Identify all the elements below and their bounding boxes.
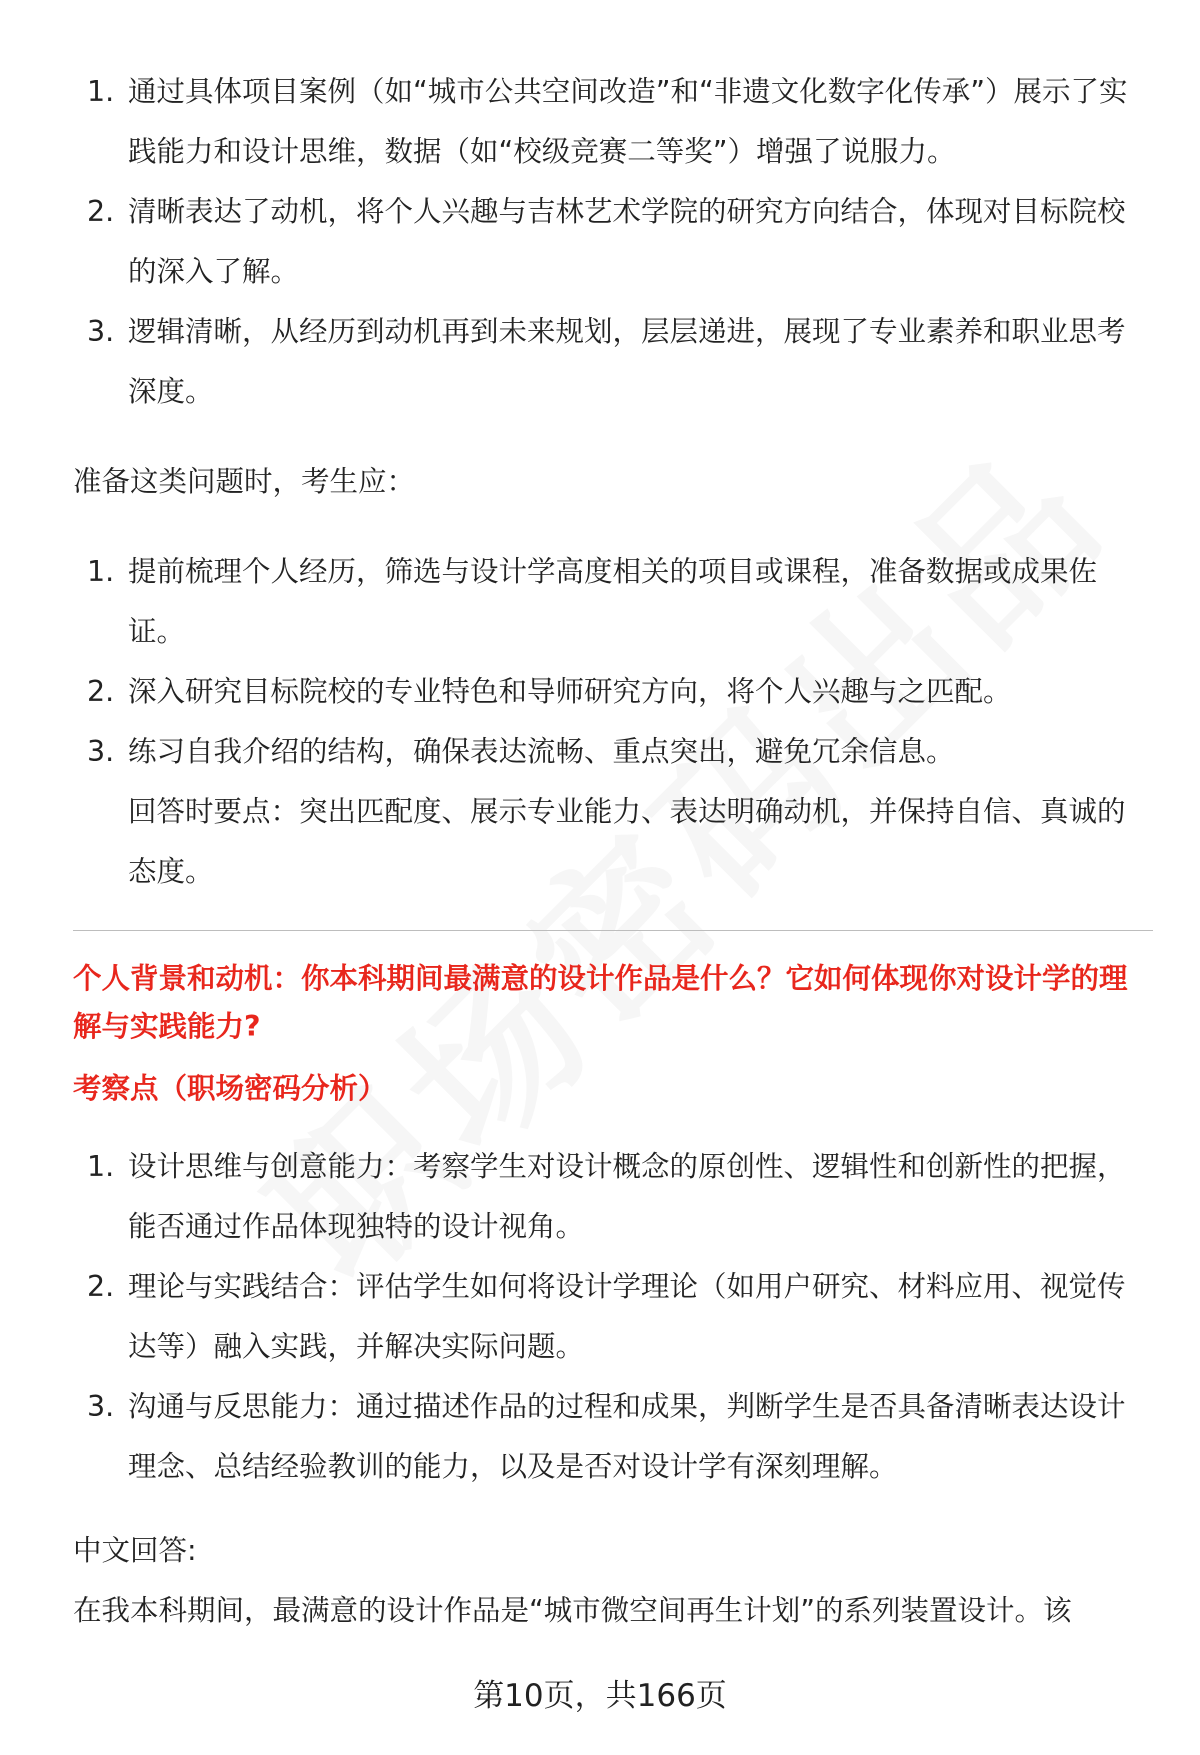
list-item (73, 182, 1153, 302)
list-item (73, 1257, 1153, 1377)
page-footer: 第10页，共166页 (473, 1678, 727, 1714)
list-item-text: 逻辑清晰，从经历到动机再到未来规划，层层递进，展现了专业素养和职业思考深度。 (128, 315, 1126, 408)
list-item (73, 302, 1153, 422)
list-number: 1. (87, 555, 115, 588)
chinese-answer-label: 中文回答: (73, 1534, 197, 1567)
list-number: 3. (87, 1390, 115, 1423)
answer-tip: 回答时要点：突出匹配度、展示专业能力、表达明确动机，并保持自信、真诚的态度。 (128, 795, 1126, 888)
list-item-text: 设计思维与创意能力：考察学生对设计概念的原创性、逻辑性和创新性的把握，能否通过作品体现独特的设计视角。 (128, 1150, 1126, 1243)
summary-list (73, 62, 1153, 422)
list-number: 2. (87, 1270, 115, 1303)
list-item-text: 通过具体项目案例（如“城市公共空间改造”和“非遗文化数字化传承”）展示了实践能力和设计思维，数据（如“校级竞赛二等奖”）增强了说服力。 (128, 75, 1128, 168)
prep-intro: 准备这类问题时，考生应： (73, 465, 416, 498)
page-content (73, 62, 1153, 1641)
list-number: 1. (87, 75, 115, 108)
analysis-title: 考察点（职场密码分析） (73, 1072, 387, 1105)
list-item (73, 662, 1153, 722)
section-divider (73, 930, 1153, 931)
list-item-text: 清晰表达了动机，将个人兴趣与吉林艺术学院的研究方向结合，体现对目标院校的深入了解。 (128, 195, 1126, 288)
list-number: 2. (87, 195, 115, 228)
list-item-text: 提前梳理个人经历，筛选与设计学高度相关的项目或课程，准备数据或成果佐证。 (128, 555, 1098, 648)
list-item (73, 62, 1153, 182)
prep-list (73, 542, 1153, 782)
list-item-text: 深入研究目标院校的专业特色和导师研究方向，将个人兴趣与之匹配。 (128, 675, 1012, 708)
list-item-text: 练习自我介绍的结构，确保表达流畅、重点突出，避免冗余信息。 (128, 735, 955, 768)
list-number: 2. (87, 675, 115, 708)
list-number: 3. (87, 315, 115, 348)
answer-paragraph: 在我本科期间，最满意的设计作品是“城市微空间再生计划”的系列装置设计。该 (73, 1594, 1072, 1627)
list-number: 1. (87, 1150, 115, 1183)
question-title: 个人背景和动机：你本科期间最满意的设计作品是什么？它如何体现你对设计学的理解与实践能力? (73, 962, 1128, 1043)
list-item (73, 1377, 1153, 1497)
list-item (73, 722, 1153, 782)
list-item (73, 1137, 1153, 1257)
list-item-text: 沟通与反思能力：通过描述作品的过程和成果，判断学生是否具备清晰表达设计理念、总结经验教训的能力，以及是否对设计学有深刻理解。 (128, 1390, 1126, 1483)
analysis-list (73, 1137, 1153, 1497)
list-item-text: 理论与实践结合：评估学生如何将设计学理论（如用户研究、材料应用、视觉传达等）融入实践，并解决实际问题。 (128, 1270, 1126, 1363)
list-item (73, 542, 1153, 662)
list-number: 3. (87, 735, 115, 768)
